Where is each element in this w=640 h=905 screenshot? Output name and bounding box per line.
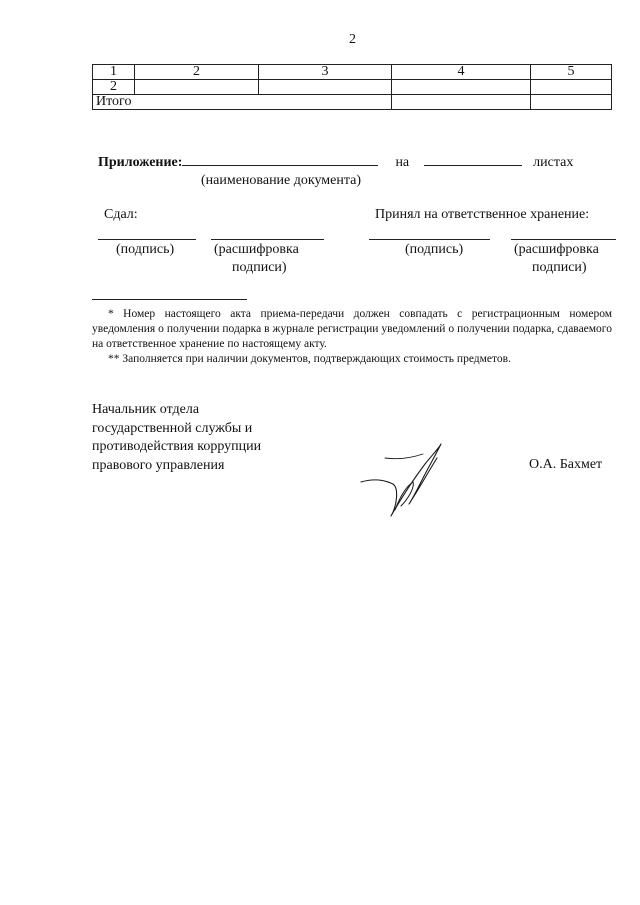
table-cell [259,80,392,95]
received-decoding-caption-line1: (расшифровка [514,242,599,257]
footnotes [92,307,612,367]
table-cell [392,80,531,95]
table-cell [531,80,612,95]
appendix-sheets-word: листах [533,155,574,170]
gave-decoding-line [211,239,324,240]
table-cell [531,95,612,110]
gave-signature-caption: (подпись) [116,242,175,257]
page-number: 2 [349,32,356,47]
received-label: Принял на ответственное хранение: [375,207,590,222]
handwritten-signature [355,436,455,526]
document-name-caption: (наименование документа) [201,173,362,188]
received-decoding-line [511,239,616,240]
gave-decoding-caption-line1: (расшифровка [214,242,299,257]
received-signature-caption: (подпись) [405,242,464,257]
signatory-title-line: противодействия коррупции [92,439,262,454]
footnote-divider [92,299,247,300]
appendix-label: Приложение: [98,155,183,170]
signatory-title-line: государственной службы и [92,420,253,436]
row-number: 2 [93,80,135,95]
appendix-on-word: на [395,155,410,170]
appendix-sheets-blank [424,153,522,166]
column-number-1: 1 [93,65,135,80]
signatory-title-line: Начальник отдела [92,402,200,417]
gave-label: Сдал: [104,207,138,222]
signatory-name: О.А. Бахмет [529,457,603,472]
gave-decoding-caption-line2: подписи) [232,260,287,275]
table-row [93,80,612,95]
table-cell [392,95,531,110]
footnote-2: ** Заполняется при наличии документов, подтверждающих стоимость предметов. [108,353,511,365]
appendix-line [98,153,573,171]
signatory-title-line: правового управления [92,457,225,473]
table-total-row [93,95,612,110]
received-decoding-caption-line2: подписи) [532,260,587,275]
column-number-2: 2 [135,65,259,80]
column-number-4: 4 [392,65,531,80]
column-number-5: 5 [531,65,612,80]
table-cell [135,80,259,95]
signatory-title [92,401,261,475]
total-label: Итого [93,95,392,110]
received-signature-line [369,239,490,240]
appendix-document-blank [182,153,378,166]
gift-table [92,64,612,110]
table-header-row [93,65,612,80]
column-number-3: 3 [259,65,392,80]
gave-signature-line [98,239,196,240]
footnote-1: * Номер настоящего акта приема-передачи должен совпадать с регистрационным номером уведомления о получении подарка в журнале регистрации уведомлений о получении подарка, сдаваемого на ответственное хранение по настоящему акту. [92,308,612,350]
